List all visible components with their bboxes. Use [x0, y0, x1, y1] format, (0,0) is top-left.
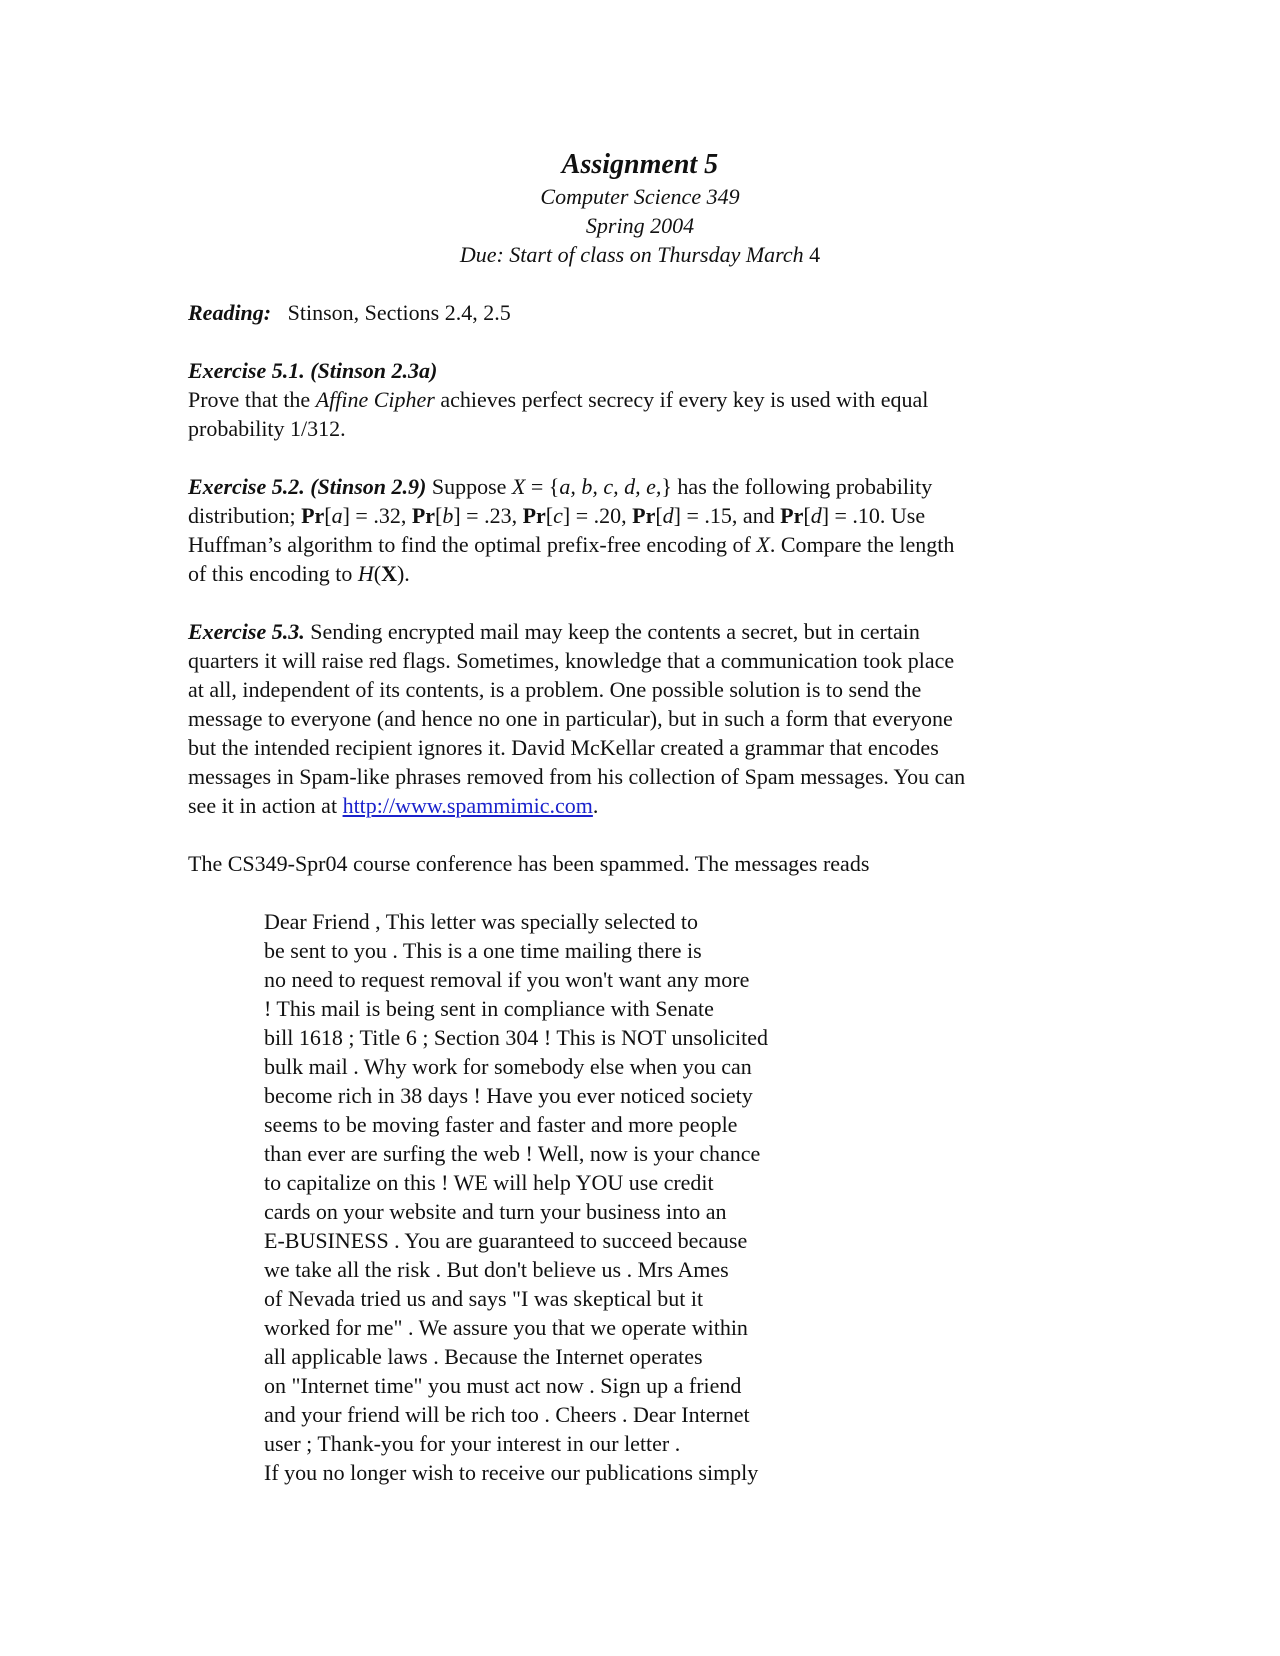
exercise-5-3-line-4: message to everyone (and hence no one in particular), but in such a form that everyone [188, 706, 953, 731]
spam-line: worked for me" . We assure you that we operate within [264, 1315, 748, 1340]
spam-message [264, 907, 1088, 1487]
exercise-5-3 [188, 617, 1088, 820]
exercise-5-1-text: Prove that the Affine Cipher achieves perfect secrecy if every key is used with equal [188, 387, 929, 412]
spam-line: E-BUSINESS . You are guaranteed to succeed because [264, 1228, 748, 1253]
spammimic-link[interactable]: http://www.spammimic.com [342, 793, 593, 818]
reading-line [188, 298, 1088, 327]
spam-line: become rich in 38 days ! Have you ever noticed society [264, 1083, 753, 1108]
spam-line: we take all the risk . But don't believe us . Mrs Ames [264, 1257, 729, 1282]
exercise-5-3-line-3: at all, independent of its contents, is a problem. One possible solution is to send the [188, 677, 922, 702]
spam-line: no need to request removal if you won't want any more [264, 967, 750, 992]
exercise-5-1-heading: Exercise 5.1. (Stinson 2.3a) [188, 358, 438, 383]
term: Spring 2004 [585, 213, 695, 238]
spam-line: cards on your website and turn your business into an [264, 1199, 727, 1224]
spam-line: bulk mail . Why work for somebody else when you can [264, 1054, 752, 1079]
exercise-5-1-text-2: probability 1/312. [188, 416, 346, 441]
exercise-5-3-line-2: quarters it will raise red flags. Sometimes, knowledge that a communication took place [188, 648, 955, 673]
due-date [0, 240, 1280, 269]
exercise-5-3-heading: Exercise 5.3. [188, 619, 305, 644]
exercise-5-3-line-5: but the intended recipient ignores it. David McKellar created a grammar that encodes [188, 735, 939, 760]
spam-line: bill 1618 ; Title 6 ; Section 304 ! This is NOT unsolicited [264, 1025, 768, 1050]
document-body [188, 298, 1088, 1487]
affine-cipher-term: Affine Cipher [315, 387, 435, 412]
spam-line: and your friend will be rich too . Cheers . Dear Internet [264, 1402, 750, 1427]
spam-line: all applicable laws . Because the Internet operates [264, 1344, 703, 1369]
exercise-5-2-line-2: distribution; Pr[a] = .32, Pr[b] = .23, Pr[c] = .20, Pr[d] = .15, and Pr[d] = .10. Use [188, 503, 926, 528]
document-title: Assignment 5 [561, 149, 719, 180]
reading-text: Stinson, Sections 2.4, 2.5 [287, 300, 511, 325]
exercise-5-3-line-1: Exercise 5.3. Sending encrypted mail may keep the contents a secret, but in certain [188, 619, 920, 644]
spam-line: on "Internet time" you must act now . Sign up a friend [264, 1373, 742, 1398]
due-day: 4 [809, 242, 821, 267]
document-header [0, 148, 1280, 269]
exercise-5-2 [188, 472, 1088, 588]
spam-line: be sent to you . This is a one time mailing there is [264, 938, 702, 963]
exercise-5-1 [188, 356, 1088, 443]
conference-line: The CS349-Spr04 course conference has been spammed. The messages reads [188, 851, 870, 876]
exercise-5-2-line-4: of this encoding to H(X). [188, 561, 410, 586]
exercise-5-2-heading: Exercise 5.2. (Stinson 2.9) [188, 474, 427, 499]
exercise-5-3-line-7: see it in action at http://www.spammimic.com. [188, 793, 599, 818]
spam-line: Dear Friend , This letter was specially selected to [264, 909, 698, 934]
spam-line: to capitalize on this ! WE will help YOU use credit [264, 1170, 714, 1195]
due-prefix: Due: Start of class on Thursday March [459, 242, 810, 267]
reading-label: Reading: [188, 300, 272, 325]
exercise-5-2-line-1: Exercise 5.2. (Stinson 2.9) Suppose X = {a, b, c, d, e,} has the following probability [188, 474, 933, 499]
spam-line: than ever are surfing the web ! Well, now is your chance [264, 1141, 761, 1166]
spam-line: If you no longer wish to receive our publications simply [264, 1460, 759, 1485]
course-name: Computer Science 349 [540, 184, 740, 209]
spam-line: ! This mail is being sent in compliance with Senate [264, 996, 714, 1021]
spam-line: seems to be moving faster and faster and more people [264, 1112, 738, 1137]
spam-line: of Nevada tried us and says "I was skeptical but it [264, 1286, 704, 1311]
exercise-5-2-line-3: Huffman’s algorithm to find the optimal prefix-free encoding of X. Compare the length [188, 532, 955, 557]
exercise-5-3-line-6: messages in Spam-like phrases removed from his collection of Spam messages. You can [188, 764, 966, 789]
spam-line: user ; Thank-you for your interest in our letter . [264, 1431, 681, 1456]
